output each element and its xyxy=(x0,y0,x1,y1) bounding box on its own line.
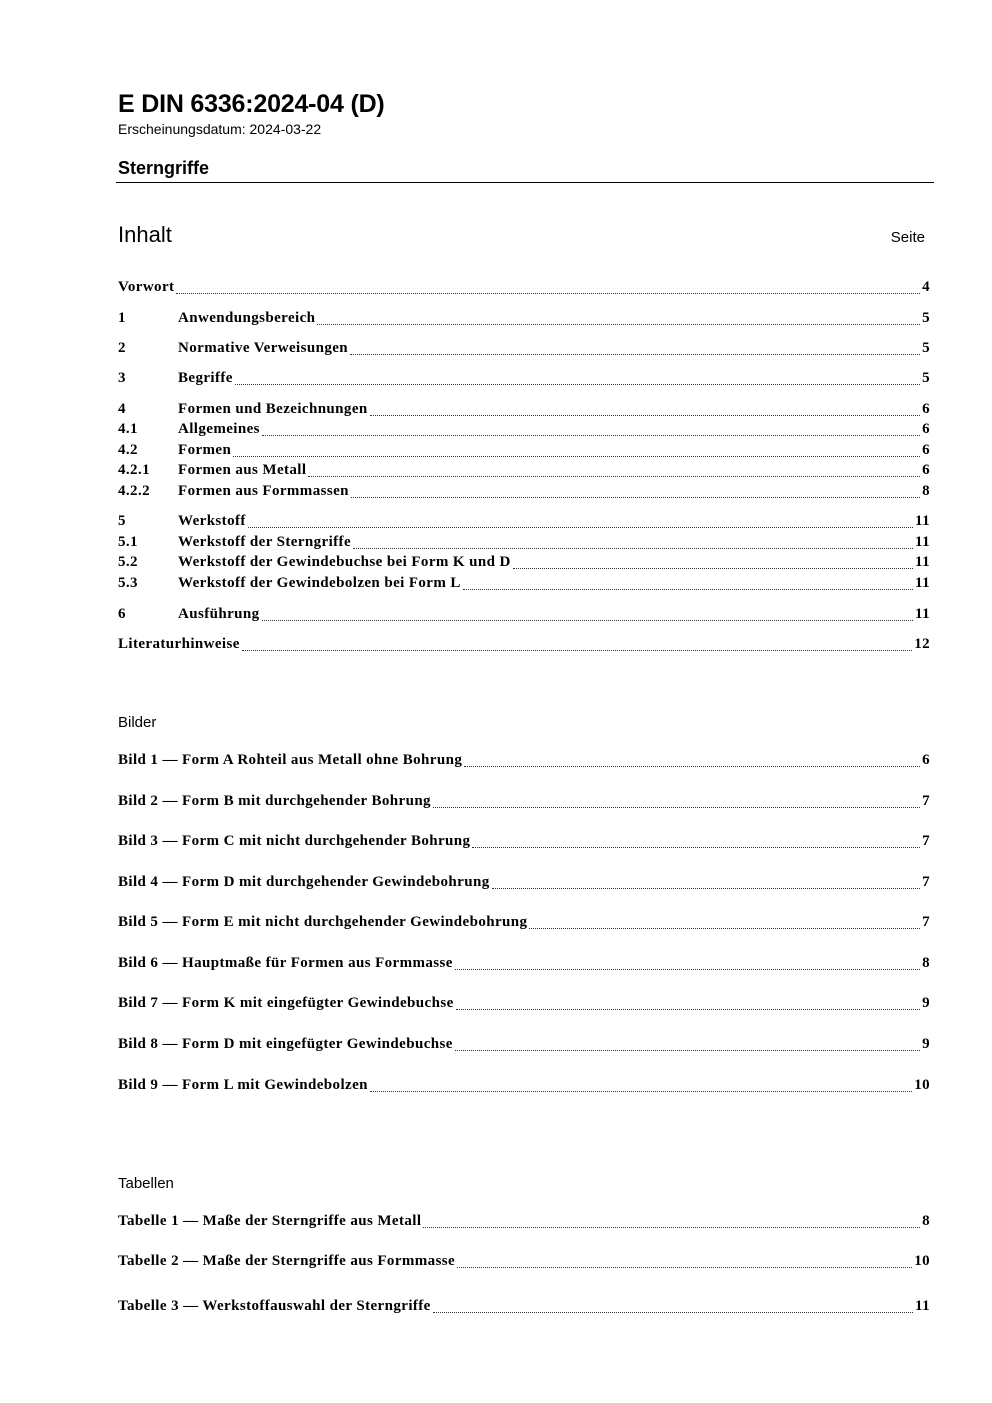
contents-entry-title: Werkstoff der Sterngriffe xyxy=(178,534,352,550)
contents-entry[interactable] xyxy=(118,442,930,462)
contents-entry-number: 4 xyxy=(118,401,126,417)
tables-entry-title: Tabelle 1 — Maße der Sterngriffe aus Metall xyxy=(118,1213,422,1229)
tables-entry-page: 8 xyxy=(922,1213,930,1229)
dot-leader xyxy=(455,968,920,970)
contents-entry-title: Formen xyxy=(178,442,232,458)
dot-leader xyxy=(529,927,920,929)
dot-leader xyxy=(317,323,920,325)
figures-entry[interactable] xyxy=(118,995,930,1015)
contents-entry-title: Vorwort xyxy=(118,279,175,295)
contents-entry-page: 6 xyxy=(922,421,930,437)
figures-entry-title: Bild 9 — Form L mit Gewindebolzen xyxy=(118,1077,368,1093)
contents-entry-title: Normative Verweisungen xyxy=(178,340,349,356)
contents-entry-page: 11 xyxy=(915,534,930,550)
header-rule xyxy=(116,182,934,183)
contents-entry-page: 12 xyxy=(914,636,930,652)
contents-entry-title: Literaturhinweise xyxy=(118,636,240,652)
tables-entry-title: Tabelle 3 — Werkstoffauswahl der Sterngriffe xyxy=(118,1298,431,1314)
dot-leader xyxy=(370,414,920,416)
figures-entry-page: 7 xyxy=(922,793,930,809)
dot-leader xyxy=(235,383,920,385)
figures-entry[interactable] xyxy=(118,914,930,934)
publication-date: Erscheinungsdatum: 2024-03-22 xyxy=(118,121,322,137)
contents-entry[interactable] xyxy=(118,575,930,595)
dot-leader xyxy=(242,649,912,651)
figures-entry-page: 7 xyxy=(922,914,930,930)
figures-entry-title: Bild 5 — Form E mit nicht durchgehender Gewindebohrung xyxy=(118,914,528,930)
document-id: E DIN 6336:2024-04 (D) xyxy=(118,90,385,118)
figures-entry-title: Bild 8 — Form D mit eingefügter Gewindebuchse xyxy=(118,1036,453,1052)
figures-entry-page: 10 xyxy=(914,1077,930,1093)
dot-leader xyxy=(457,1266,912,1268)
contents-entry-title: Werkstoff der Gewindebolzen bei Form L xyxy=(178,575,461,591)
contents-entry-page: 5 xyxy=(922,340,930,356)
contents-entry-number: 4.2 xyxy=(118,442,138,458)
contents-title: Inhalt xyxy=(118,222,172,247)
figures-entry-title: Bild 1 — Form A Rohteil aus Metall ohne Bohrung xyxy=(118,752,463,768)
contents-entry-number: 5.3 xyxy=(118,575,138,591)
dot-leader xyxy=(433,806,920,808)
contents-entry-page: 11 xyxy=(915,575,930,591)
dot-leader xyxy=(262,619,913,621)
dot-leader xyxy=(350,353,920,355)
dot-leader xyxy=(353,547,913,549)
figures-entry[interactable] xyxy=(118,874,930,894)
figures-entry[interactable] xyxy=(118,1036,930,1056)
figures-entry-title: Bild 7 — Form K mit eingefügter Gewindebuchse xyxy=(118,995,454,1011)
contents-entry-title: Formen aus Formmassen xyxy=(178,483,349,499)
figures-entry[interactable] xyxy=(118,955,930,975)
dot-leader xyxy=(455,1049,920,1051)
figures-entry-title: Bild 3 — Form C mit nicht durchgehender Bohrung xyxy=(118,833,471,849)
figures-entry[interactable] xyxy=(118,752,930,772)
page-column-label: Seite xyxy=(890,229,925,246)
contents-entry-page: 11 xyxy=(915,606,930,622)
figures-entry-title: Bild 4 — Form D mit durchgehender Gewindebohrung xyxy=(118,874,490,890)
contents-entry-title: Werkstoff xyxy=(178,513,246,529)
contents-entry-number: 5 xyxy=(118,513,126,529)
figures-entry-title: Bild 6 — Hauptmaße für Formen aus Formmasse xyxy=(118,955,453,971)
tables-entry[interactable] xyxy=(118,1253,930,1273)
tables-entry-page: 10 xyxy=(914,1253,930,1269)
contents-entry[interactable] xyxy=(118,310,930,330)
tables-entry[interactable] xyxy=(118,1298,930,1318)
figures-entry-page: 7 xyxy=(922,874,930,890)
dot-leader xyxy=(456,1008,920,1010)
contents-entry[interactable] xyxy=(118,534,930,554)
dot-leader xyxy=(262,434,920,436)
contents-entry[interactable] xyxy=(118,279,930,299)
contents-entry-number: 3 xyxy=(118,370,126,386)
contents-entry[interactable] xyxy=(118,401,930,421)
contents-entry-page: 5 xyxy=(922,310,930,326)
tables-entry-page: 11 xyxy=(915,1298,930,1314)
contents-entry-page: 6 xyxy=(922,401,930,417)
tables-entry-title: Tabelle 2 — Maße der Sterngriffe aus Formmasse xyxy=(118,1253,456,1269)
contents-entry-title: Begriffe xyxy=(178,370,233,386)
contents-entry-page: 11 xyxy=(915,554,930,570)
dot-leader xyxy=(233,455,920,457)
contents-entry-page: 6 xyxy=(922,462,930,478)
figures-entry-title: Bild 2 — Form B mit durchgehender Bohrung xyxy=(118,793,431,809)
contents-entry[interactable] xyxy=(118,636,930,656)
contents-entry[interactable] xyxy=(118,462,930,482)
figures-entry-page: 6 xyxy=(922,752,930,768)
contents-entry-number: 4.1 xyxy=(118,421,138,437)
dot-leader xyxy=(433,1311,913,1313)
document-subject: Sterngriffe xyxy=(118,158,210,178)
figures-entry[interactable] xyxy=(118,833,930,853)
dot-leader xyxy=(423,1226,920,1228)
tables-label: Tabellen xyxy=(118,1175,174,1192)
contents-entry-title: Ausführung xyxy=(178,606,260,622)
contents-entry-title: Allgemeines xyxy=(178,421,260,437)
contents-entry-number: 4.2.2 xyxy=(118,483,150,499)
dot-leader xyxy=(308,475,920,477)
dot-leader xyxy=(370,1090,912,1092)
contents-entry-page: 8 xyxy=(922,483,930,499)
dot-leader xyxy=(248,526,913,528)
contents-entry-number: 6 xyxy=(118,606,126,622)
contents-entry-page: 11 xyxy=(915,513,930,529)
contents-entry[interactable] xyxy=(118,340,930,360)
contents-entry-title: Werkstoff der Gewindebuchse bei Form K und D xyxy=(178,554,511,570)
dot-leader xyxy=(176,292,920,294)
contents-entry-page: 4 xyxy=(922,279,930,295)
contents-entry[interactable] xyxy=(118,370,930,390)
contents-entry-number: 2 xyxy=(118,340,126,356)
dot-leader xyxy=(513,567,913,569)
figures-entry-page: 9 xyxy=(922,995,930,1011)
figures-entry-page: 7 xyxy=(922,833,930,849)
tables-entry[interactable] xyxy=(118,1213,930,1233)
dot-leader xyxy=(464,765,920,767)
contents-entry[interactable] xyxy=(118,513,930,533)
contents-entry-number: 5.1 xyxy=(118,534,138,550)
contents-entry-title: Formen aus Metall xyxy=(178,462,307,478)
dot-leader xyxy=(492,887,921,889)
contents-entry-page: 6 xyxy=(922,442,930,458)
contents-entry-page: 5 xyxy=(922,370,930,386)
figures-entry[interactable] xyxy=(118,1077,930,1097)
contents-entry[interactable] xyxy=(118,421,930,441)
contents-entry-number: 5.2 xyxy=(118,554,138,570)
contents-entry[interactable] xyxy=(118,483,930,503)
figures-label: Bilder xyxy=(118,714,157,731)
figures-entry[interactable] xyxy=(118,793,930,813)
figures-entry-page: 8 xyxy=(922,955,930,971)
contents-entry[interactable] xyxy=(118,554,930,574)
contents-entry-number: 4.2.1 xyxy=(118,462,150,478)
contents-entry-number: 1 xyxy=(118,310,126,326)
contents-entry-title: Anwendungsbereich xyxy=(178,310,316,326)
contents-entry[interactable] xyxy=(118,606,930,626)
figures-entry-page: 9 xyxy=(922,1036,930,1052)
dot-leader xyxy=(463,588,913,590)
contents-entry-title: Formen und Bezeichnungen xyxy=(178,401,368,417)
dot-leader xyxy=(472,846,920,848)
dot-leader xyxy=(351,496,920,498)
